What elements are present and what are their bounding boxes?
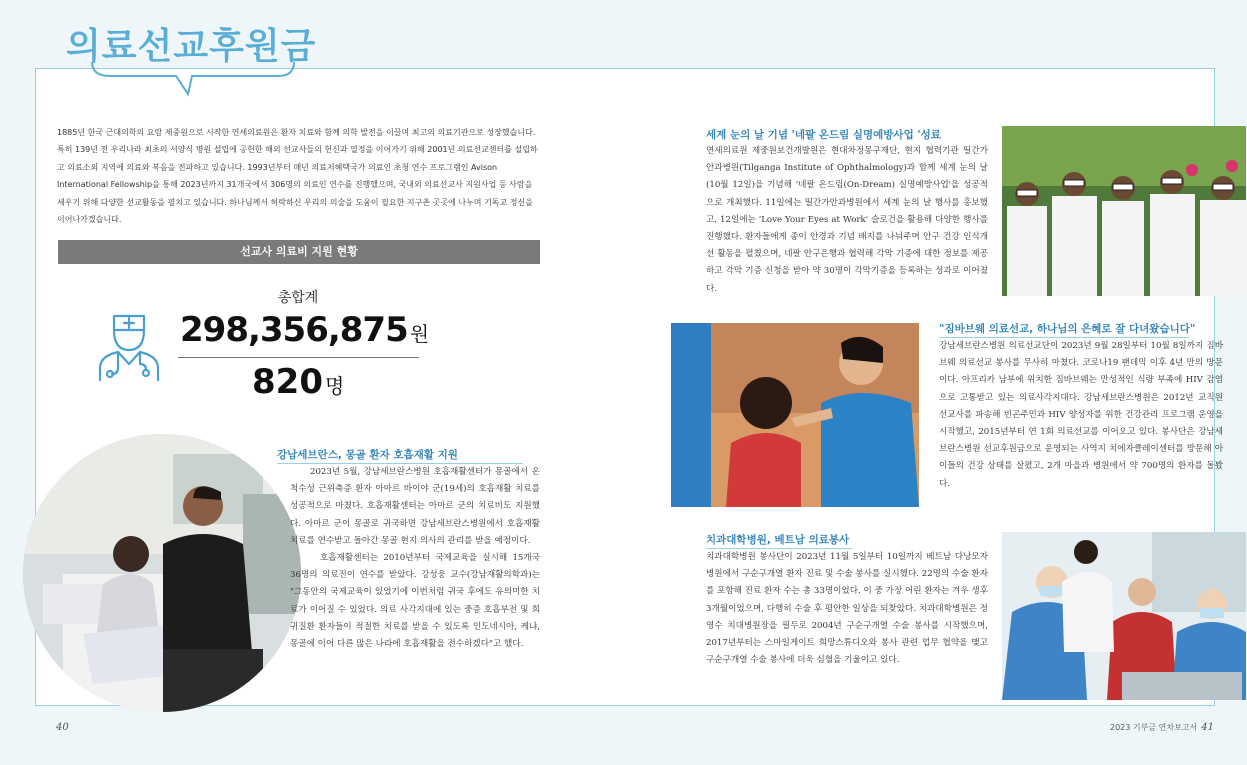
total-amount-unit: 원: [409, 322, 429, 346]
nepal-story-title: 세계 눈의 날 기념 '네팔 온드림 실명예방사업 '성료: [706, 129, 941, 141]
support-status-bar: 선교사 의료비 지원 현황: [58, 240, 540, 264]
title-speech-bubble: [88, 58, 298, 100]
vietnam-surgery-photo: [1002, 532, 1246, 700]
mongolia-story-body: [290, 464, 540, 653]
mongolia-story-paragraph: 2023년 5월, 강남세브란스병원 호흡재활센터가 몽골에서 온 척수성 근위축증 환자 아마르 바이야 군(19세)의 호흡재활 치료를 성공적으로 마쳤다. 호흡재활센터는 아마르 군의 치료비도 지원했다. 아마르 군이 몽골로 귀국하면 강남세브란스병원에서 호흡재활치료를 연수받고 돌아간 몽골 현지 의사의 관리를 받을 예정이다.: [290, 467, 540, 546]
page-title: 의료선교후원금: [66, 26, 317, 67]
mongolia-story-paragraph: 호흡재활센터는 2010년부터 국제교육을 실시해 15개국 36명의 의료진이 연수를 받았다. 강성웅 교수(강남재활의학과)는 "그동안의 국제교육이 있었기에 이번처럼 귀국 후에도 유의미한 치료가 이어질 수 있었다. 의료 사각지대에 있는 중증 호흡부전 및 희귀질환 환자들이 적절한 치료를 받을 수 있도록 인도네시아, 케냐, 몽골에 이어 다른 많은 나라에 호흡재활을 전수하겠다"고 했다.: [290, 553, 540, 650]
zimbabwe-exam-photo: [671, 323, 919, 507]
vietnam-story-title: 치과대학병원, 베트남 의료봉사: [706, 534, 850, 546]
nepal-event-photo: [1002, 126, 1246, 296]
zimbabwe-story-title: "짐바브웨 의료선교, 하나님의 은혜로 잘 다녀왔습니다": [939, 323, 1196, 335]
mongolia-patient-photo: [23, 434, 301, 712]
report-label: 2023 기부금 연차보고서: [1110, 723, 1198, 732]
intro-paragraph: 1885년 한국 근대의학의 요람 제중원으로 시작한 연세의료원은 환자 치료와 함께 의학 발전을 이끌며 최고의 의료기관으로 성장했습니다. 특히 139년 전 우리나라 최초의 서양식 병원 설립에 공헌한 해외 선교사들의 헌신과 열정을 이어가기 위해 2001년 의료선교센터를 설립하고 의료소외 지역에 의료와 복음을 전파하고 있습니다. 1993년부터 매년 의료저혜택국가 의료인 초청 연수 프로그램인 Avison International Fellowship을 통해 2023년까지 31개국에서 306명의 의료인 연수를 진행했으며, 국내외 의료선교사 지원사업 등 사람을 세우기 위해 다양한 선교활동을 펼치고 있습니다. 하나님께서 허락하신 우리의 의술을 도움이 필요한 지구촌 곳곳에 나누며 기독교 정신을 이어나가겠습니다.: [57, 128, 538, 225]
vietnam-story-body: 치과대학병원 봉사단이 2023년 11월 5일부터 10일까지 베트남 다낭모자병원에서 구순구개열 환자 진료 및 수술 봉사를 실시했다. 22명의 수술 환자를 포함해 진료 환자 수는 총 33명이었다. 이 중 가장 어린 환자는 겨우 생후 3개월이었으며, 다행히 수술 후 평안한 일상을 되찾았다. 치과대학병원은 정영수 치대병원장을 필두로 2004년 구순구개열 수술 봉사를 시작했으며, 2017년부터는 스마일게이트 희망스튜디오와 봉사 관련 업무 협약을 맺고 구순구개열 수술 봉사에 더욱 심혈을 기울이고 있다.: [706, 552, 988, 666]
total-divider: [178, 357, 419, 358]
mongolia-story-title: 강남세브란스, 몽골 환자 호흡재활 지원: [277, 449, 458, 461]
total-amount-value: 298,356,875: [180, 310, 408, 350]
total-label: 총합계: [277, 290, 319, 306]
nepal-story-body: 연세의료원 제중원보건개발원은 현대차정몽구재단, 현지 협력기관 띨간가안과병원(Tilganga Institute of Ophthalmology)과 함께 세계 눈의 날(10월 12일)을 기념해 '네팔 온드림(On-Dream) 실명예방사업'을 성공적으로 개최했다. 11일에는 띨간가안과병원에서 세계 눈의 날 행사를 홍보했고, 12일에는 'Love Your Eyes at Work' 슬로건을 활용해 다양한 행사를 진행했다. 환자들에게 종이 안경과 기념 배지를 나눠주며 안구 건강 인식개선 활동을 펼쳤으며, 네팔 안구은행과 협력해 각막 기증에 대한 정보를 제공하고 각막 기증 신청을 받아 약 30명이 각막기증을 등록하는 성과로 이어졌다.: [706, 146, 988, 294]
zimbabwe-story-body: 강남세브란스병원 의료선교단이 2023년 9월 28일부터 10월 8일까지 짐바브웨 의료선교 봉사를 무사히 마쳤다. 코로나19 팬데믹 이후 4년 만의 방문이다. 아프리카 남부에 위치한 짐바브웨는 만성적인 식량 부족에 HIV 감염으로 고통받고 있는 의료사각지대다. 강남세브란스병원은 2012년 교직원 선교사를 파송해 빈곤주민과 HIV 양성자를 위한 건강관리 프로그램 운영을 시작했고, 2015년부터 연 1회 의료선교를 이어오고 있다. 봉사단은 강남세브란스병원 선교후원금으로 운영되는 사역지 치에자클레이센터를 방문해 아이들의 건강 상태를 살폈고, 2개 마을과 병원에서 약 700명의 환자를 돌봤다.: [939, 341, 1224, 489]
left-page-number: 40: [56, 722, 69, 733]
doctor-icon: [96, 308, 162, 382]
total-amount: [180, 310, 428, 350]
right-page-footer: [1110, 722, 1214, 733]
total-count-value: 820: [252, 362, 323, 402]
total-count: [252, 362, 344, 402]
right-page-number: 41: [1201, 722, 1215, 733]
total-count-unit: 명: [324, 374, 345, 398]
